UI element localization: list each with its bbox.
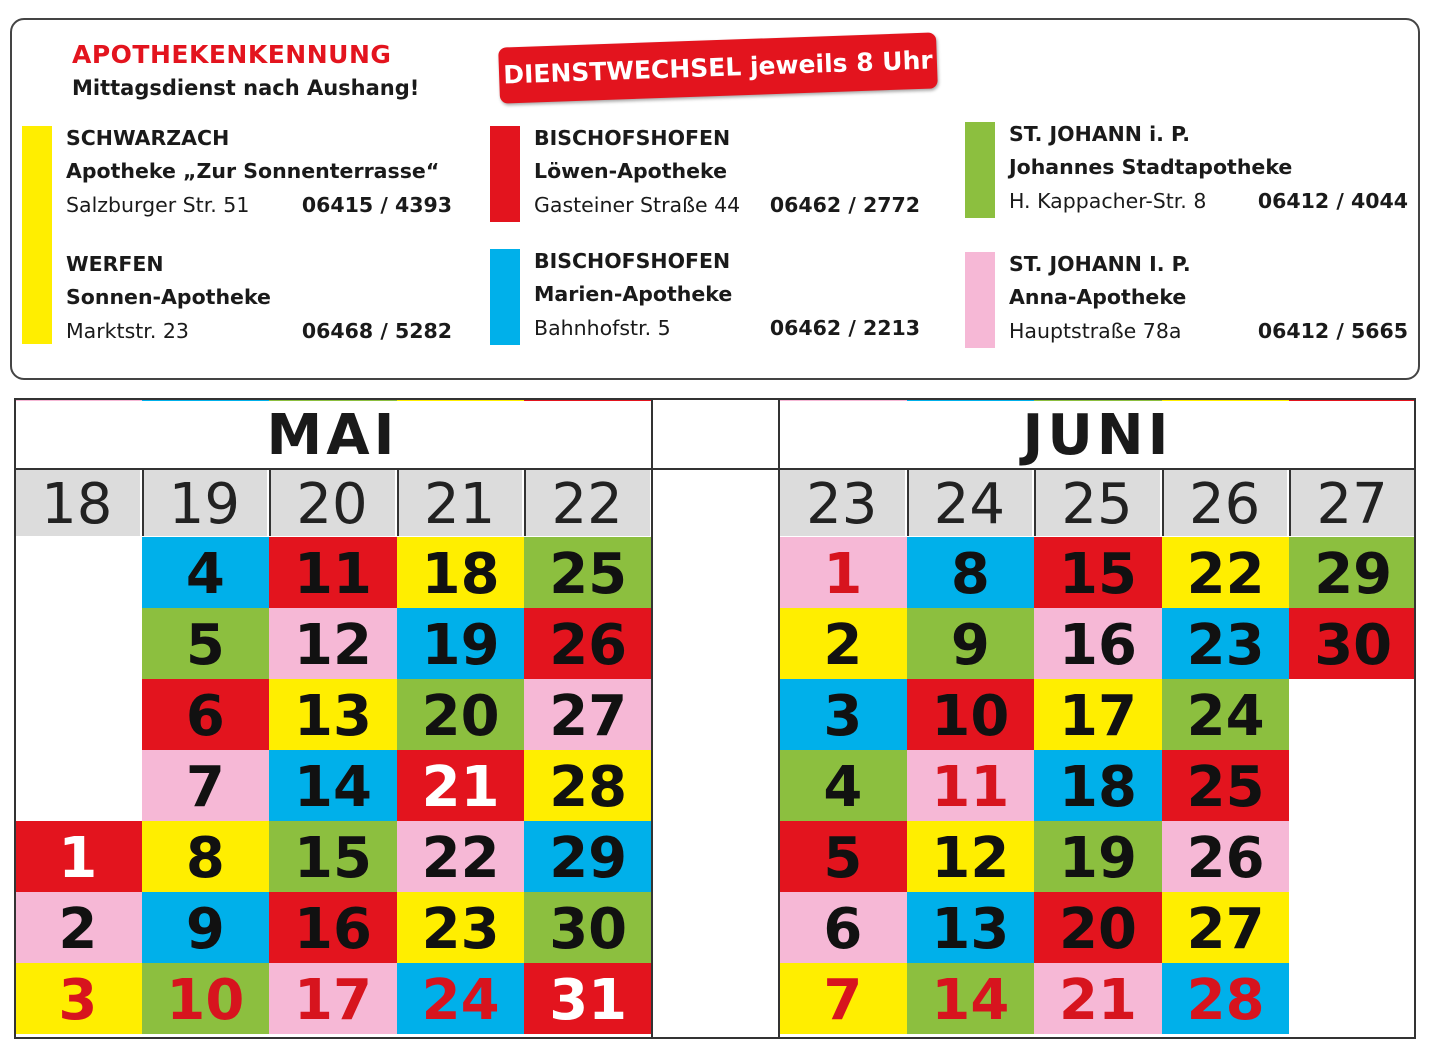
grid-line — [397, 470, 399, 536]
date-cell: 30 — [524, 892, 652, 963]
legend-title: APOTHEKENKENNUNG — [72, 40, 392, 69]
date-cell: 4 — [779, 750, 907, 821]
date-cell: 30 — [1289, 608, 1416, 679]
pharmacy-entry-johannes — [965, 122, 1408, 218]
date-cell: 6 — [142, 679, 270, 750]
date-cell: 7 — [779, 963, 907, 1034]
date-cell: 17 — [269, 963, 397, 1034]
pharmacy-name: Anna-Apotheke — [1009, 285, 1187, 309]
color-swatch — [490, 126, 520, 222]
date-cell: 29 — [524, 821, 652, 892]
date-cell: 25 — [524, 537, 652, 608]
date-cell: 18 — [397, 537, 525, 608]
date-cell: 26 — [1162, 821, 1290, 892]
date-cell: 24 — [397, 963, 525, 1034]
pharmacy-phone: 06412 / 4044 — [1257, 189, 1408, 213]
week-number: 26 — [1162, 470, 1290, 536]
date-cell: 11 — [269, 537, 397, 608]
date-cell: 5 — [779, 821, 907, 892]
pharmacy-town: ST. JOHANN i. P. — [1009, 122, 1191, 146]
dienstwechsel-banner: DIENSTWECHSEL jeweils 8 Uhr — [498, 32, 938, 103]
week-number: 23 — [779, 470, 907, 536]
pharmacy-address: Marktstr. 23 — [66, 319, 189, 343]
date-cell: 17 — [1034, 679, 1162, 750]
date-cell: 9 — [907, 608, 1035, 679]
pharmacy-address: Bahnhofstr. 5 — [534, 316, 671, 340]
date-cell: 8 — [142, 821, 270, 892]
grid-line — [1289, 470, 1291, 536]
date-cell: 20 — [397, 679, 525, 750]
pharmacy-name: Apotheke „Zur Sonnenterrasse“ — [66, 159, 440, 183]
date-cell: 29 — [1289, 537, 1416, 608]
grid-line — [269, 470, 271, 536]
date-cell: 2 — [779, 608, 907, 679]
pharmacy-entry-anna — [965, 252, 1408, 348]
week-number: 20 — [269, 470, 397, 536]
grid-line — [14, 398, 16, 1039]
week-number: 21 — [397, 470, 525, 536]
date-cell: 22 — [1162, 537, 1290, 608]
date-cell: 12 — [269, 608, 397, 679]
color-swatch — [490, 249, 520, 345]
date-cell: 28 — [524, 750, 652, 821]
date-cell: 27 — [1162, 892, 1290, 963]
pharmacy-phone: 06412 / 5665 — [1257, 319, 1408, 343]
pharmacy-phone: 06415 / 4393 — [301, 193, 452, 217]
date-cell: 27 — [524, 679, 652, 750]
date-cell: 13 — [907, 892, 1035, 963]
pharmacy-entry-loewen — [490, 126, 920, 222]
week-number: 19 — [142, 470, 270, 536]
grid-line — [778, 398, 780, 1039]
date-cell: 11 — [907, 750, 1035, 821]
grid-line — [651, 398, 653, 1039]
date-cell: 28 — [1162, 963, 1290, 1034]
duty-calendar — [14, 398, 1416, 1039]
date-cell: 13 — [269, 679, 397, 750]
grid-line — [1414, 398, 1416, 1039]
date-cell: 10 — [142, 963, 270, 1034]
pharmacy-address: Gasteiner Straße 44 — [534, 193, 741, 217]
date-cell: 1 — [779, 537, 907, 608]
grid-line — [142, 470, 144, 536]
pharmacy-address: H. Kappacher-Str. 8 — [1009, 189, 1207, 213]
date-cell: 23 — [1162, 608, 1290, 679]
date-cell: 10 — [907, 679, 1035, 750]
date-cell: 3 — [14, 963, 142, 1034]
date-cell: 12 — [907, 821, 1035, 892]
date-cell: 25 — [1162, 750, 1290, 821]
date-cell: 22 — [397, 821, 525, 892]
date-cell: 21 — [1034, 963, 1162, 1034]
pharmacy-town: BISCHOFSHOFEN — [534, 126, 731, 150]
date-cell: 16 — [269, 892, 397, 963]
legend-subtitle: Mittagsdienst nach Aushang! — [72, 76, 420, 100]
date-cell: 9 — [142, 892, 270, 963]
date-cell: 19 — [397, 608, 525, 679]
pharmacy-town: BISCHOFSHOFEN — [534, 249, 731, 273]
date-cell: 5 — [142, 608, 270, 679]
date-cell: 19 — [1034, 821, 1162, 892]
date-cell: 16 — [1034, 608, 1162, 679]
pharmacy-phone: 06468 / 5282 — [301, 319, 452, 343]
date-cell: 21 — [397, 750, 525, 821]
pharmacy-name: Sonnen-Apotheke — [66, 285, 271, 309]
date-cell: 8 — [907, 537, 1035, 608]
date-cell: 23 — [397, 892, 525, 963]
pharmacy-entry-marien — [490, 249, 920, 345]
date-cell: 7 — [142, 750, 270, 821]
date-cell: 15 — [269, 821, 397, 892]
date-cell: 1 — [14, 821, 142, 892]
pharmacy-phone: 06462 / 2772 — [769, 193, 920, 217]
week-number: 25 — [1034, 470, 1162, 536]
week-number: 18 — [14, 470, 142, 536]
week-number: 24 — [907, 470, 1035, 536]
pharmacy-name: Johannes Stadtapotheke — [1009, 155, 1293, 179]
week-number: 22 — [524, 470, 652, 536]
grid-line — [907, 470, 909, 536]
date-cell: 4 — [142, 537, 270, 608]
date-cell: 2 — [14, 892, 142, 963]
date-cell: 24 — [1162, 679, 1290, 750]
date-cell: 18 — [1034, 750, 1162, 821]
week-number: 27 — [1289, 470, 1416, 536]
date-cell: 15 — [1034, 537, 1162, 608]
pharmacy-entry-schwarzach — [22, 126, 452, 222]
month-title-mai: MAI — [266, 403, 399, 468]
pharmacy-town: WERFEN — [66, 252, 164, 276]
grid-line — [524, 470, 526, 536]
date-cell: 14 — [907, 963, 1035, 1034]
pharmacy-name: Marien-Apotheke — [534, 282, 733, 306]
pharmacy-address: Hauptstraße 78a — [1009, 319, 1182, 343]
color-swatch — [965, 122, 995, 218]
pharmacy-town: SCHWARZACH — [66, 126, 230, 150]
color-swatch — [965, 252, 995, 348]
grid-line — [1034, 470, 1036, 536]
month-title-juni: JUNI — [1022, 403, 1173, 468]
pharmacy-address: Salzburger Str. 51 — [66, 193, 250, 217]
pharmacy-name: Löwen-Apotheke — [534, 159, 727, 183]
date-cell: 31 — [524, 963, 652, 1034]
grid-line — [1162, 470, 1164, 536]
grid-line — [14, 468, 1416, 470]
grid-line — [14, 398, 1416, 400]
pharmacy-town: ST. JOHANN I. P. — [1009, 252, 1191, 276]
pharmacy-legend — [10, 18, 1420, 380]
date-cell: 20 — [1034, 892, 1162, 963]
pharmacy-entry-werfen — [22, 252, 452, 348]
date-cell: 26 — [524, 608, 652, 679]
date-cell: 3 — [779, 679, 907, 750]
date-cell: 14 — [269, 750, 397, 821]
pharmacy-phone: 06462 / 2213 — [769, 316, 920, 340]
date-cell: 6 — [779, 892, 907, 963]
